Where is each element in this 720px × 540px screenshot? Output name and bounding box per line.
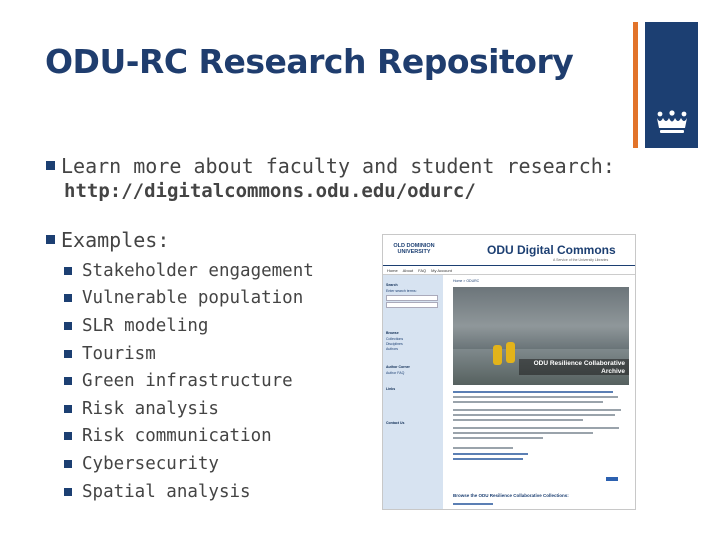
text-line xyxy=(453,458,523,460)
nav-about[interactable]: About xyxy=(402,267,414,273)
hero-caption: ODU Resilience Collaborative Archive xyxy=(519,359,629,375)
rain-boot xyxy=(506,342,515,363)
sidebar-link-collections[interactable]: Collections xyxy=(386,337,404,341)
list-item: Risk communication xyxy=(64,423,314,451)
sidebar-links-heading: Links xyxy=(386,387,396,391)
text-line xyxy=(453,409,621,411)
bullet-marker xyxy=(64,488,72,496)
text-line xyxy=(453,391,613,393)
bullet-examples: Examples: xyxy=(46,228,169,252)
text-line xyxy=(453,427,619,429)
bullet-marker xyxy=(64,377,72,385)
bullet-marker xyxy=(64,432,72,440)
repository-url[interactable]: http://digitalcommons.odu.edu/odurc/ xyxy=(64,180,476,202)
list-item: Cybersecurity xyxy=(64,450,314,478)
list-item: Green infrastructure xyxy=(64,367,314,395)
bullet-learn-more: Learn more about faculty and student research: xyxy=(46,154,615,178)
list-item: Tourism xyxy=(64,340,314,368)
site-title: ODU Digital Commons xyxy=(487,243,616,257)
rain-boot xyxy=(493,345,502,365)
text-line xyxy=(453,414,615,416)
list-item: Stakeholder engagement xyxy=(64,257,314,285)
list-item: Spatial analysis xyxy=(64,478,314,506)
sidebar-link-authors[interactable]: Authors xyxy=(386,347,399,351)
bullet-marker xyxy=(64,294,72,302)
sidebar-search-label: Enter search terms: xyxy=(386,289,417,293)
examples-list xyxy=(64,257,314,505)
text-line xyxy=(453,437,543,439)
site-sidebar xyxy=(383,275,443,509)
text-line xyxy=(453,419,583,421)
sidebar-author-corner: Author Corner xyxy=(386,365,410,369)
sidebar-link-disciplines[interactable]: Disciplines xyxy=(386,342,403,346)
site-subtitle: A Service of the University Libraries xyxy=(553,258,609,262)
site-main xyxy=(449,275,631,509)
sidebar-search-heading: Search xyxy=(386,283,398,287)
sidebar-browse-heading: Browse xyxy=(386,331,399,335)
site-nav xyxy=(383,265,636,275)
bullet-marker xyxy=(64,267,72,275)
text-line xyxy=(453,396,618,398)
bullet-marker xyxy=(64,405,72,413)
text-line xyxy=(453,503,493,505)
site-header xyxy=(383,235,635,265)
accent-bar xyxy=(633,22,638,148)
nav-home[interactable]: Home xyxy=(387,267,398,273)
bullet-marker xyxy=(46,161,55,170)
text-line xyxy=(453,453,528,455)
text-line xyxy=(453,401,603,403)
text-line xyxy=(453,447,513,449)
text-line xyxy=(453,432,593,434)
bullet-marker xyxy=(64,350,72,358)
sidebar-link-author-faq[interactable]: Author FAQ xyxy=(386,371,405,375)
bullet-marker xyxy=(64,460,72,468)
odu-logo: OLD DOMINION UNIVERSITY xyxy=(393,243,435,255)
list-item: Vulnerable population xyxy=(64,285,314,313)
nav-faq[interactable]: FAQ xyxy=(418,267,427,273)
breadcrumb: Home > ODURC xyxy=(453,279,480,283)
bullet-marker xyxy=(46,235,55,244)
sidebar-contact[interactable]: Contact Us xyxy=(386,421,405,425)
sidebar-search-input[interactable] xyxy=(386,295,438,301)
list-item: Risk analysis xyxy=(64,395,314,423)
crown-icon xyxy=(654,110,690,136)
hero-image xyxy=(453,287,629,385)
nav-account[interactable]: My Account xyxy=(431,267,452,273)
bullet-marker xyxy=(64,322,72,330)
list-item: SLR modeling xyxy=(64,312,314,340)
sidebar-scope-select[interactable] xyxy=(386,302,438,308)
slide-title: ODU-RC Research Repository xyxy=(45,42,574,81)
more-button[interactable] xyxy=(606,477,618,481)
browse-heading: Browse the ODU Resilience Collaborative Collections: xyxy=(453,493,569,498)
website-screenshot xyxy=(382,234,636,510)
